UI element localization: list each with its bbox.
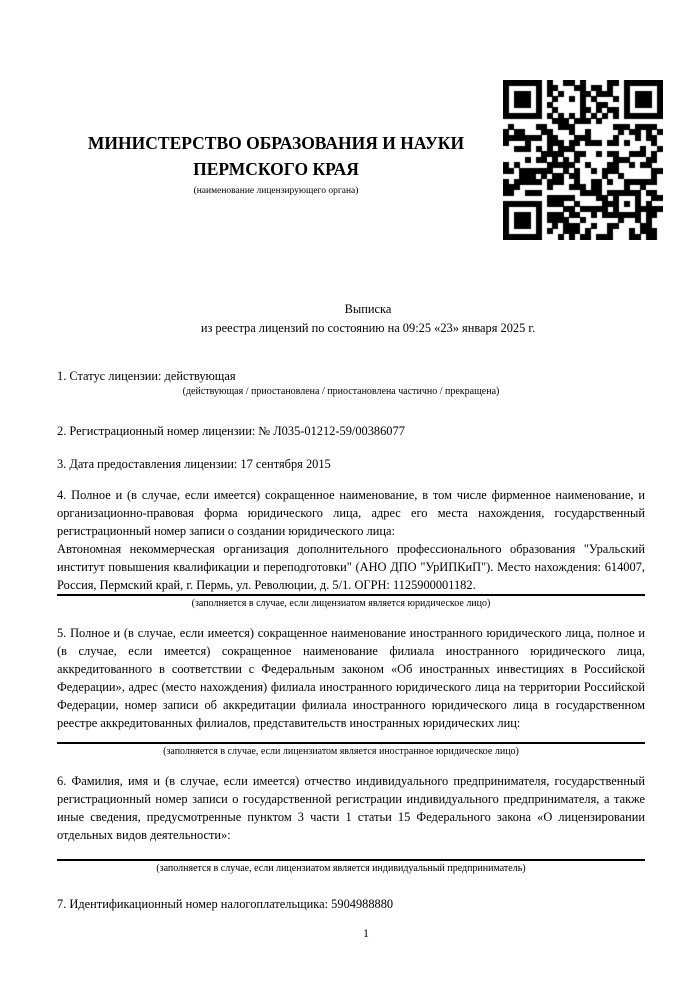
ministry-note: (наименование лицензирующего органа) (193, 186, 359, 196)
document-body (57, 298, 645, 913)
licensing-authority-header (57, 130, 495, 197)
license-status-options-note: (действующая / приостановлена / приостановлена частично / прекращена) (182, 386, 500, 397)
individual-entrepreneur-text: 6. Фамилия, имя и (в случае, если имеется) отчество индивидуального предпринимателя, государственный регистрационный номер записи о государственной регистрации индивидуального предпринимателя, а также иные сведения, предусмотренные пунктом 3 части 1 статьи 15 Федерального закона «О лицензировании отдельных видов деятельности»: (57, 774, 645, 842)
individual-entrepreneur-fill-note: (заполняется в случае, если лицензиатом является индивидуальный предприниматель) (156, 863, 526, 874)
foreign-entity-fill-note: (заполняется в случае, если лицензиатом является иностранное юридическое лицо) (163, 746, 519, 757)
section-legal-entity (57, 486, 645, 610)
section-foreign-entity (57, 624, 645, 758)
ministry-name-line1: МИНИСТЕРСТВО ОБРАЗОВАНИЯ И НАУКИ (87, 133, 465, 153)
page-number: 1 (363, 926, 369, 940)
legal-entity-fill-note: (заполняется в случае, если лицензиатом является юридическое лицо) (191, 598, 491, 609)
section-license-status: 1. Статус лицензии: действующая (57, 369, 236, 383)
section-grant-date: 3. Дата предоставления лицензии: 17 сентября 2015 (57, 457, 331, 471)
fill-line-foreign-entity (57, 742, 645, 744)
fill-line-individual-entrepreneur (57, 859, 645, 861)
section-registration-number: 2. Регистрационный номер лицензии: № Л035-01212-59/00386077 (57, 424, 405, 438)
qr-code-icon (503, 80, 663, 240)
document-title-line2: из реестра лицензий по состоянию на 09:25 «23» января 2025 г. (200, 321, 536, 335)
fill-line-legal-entity (57, 594, 645, 596)
document-title-line1: Выписка (344, 302, 392, 316)
legal-entity-intro: 4. Полное и (в случае, если имеется) сокращенное наименование, в том числе фирменное наименование, и организационно-правовая форма юридического лица, адрес его места нахождения, государственный регистрационный номер записи о создании юридического лица: (57, 488, 645, 538)
ministry-name-line2: ПЕРМСКОГО КРАЯ (193, 159, 359, 179)
section-taxpayer-number: 7. Идентификационный номер налогоплательщика: 5904988880 (57, 897, 394, 911)
document-title (74, 300, 662, 338)
foreign-entity-text: 5. Полное и (в случае, если имеется) сокращенное наименование иностранного юридического лица, полное и (в случае, если имеется) сокращенное наименование филиала иностранного юридического лица, аккредитованного в соответствии с Федеральным законом «Об иностранных инвестициях в Российской Федерации», адрес (место нахождения) филиала иностранного юридического лица на территории Российской Федерации, номер записи об аккредитации филиала иностранного юридического лица в государственном реестре аккредитованных филиалов, представительств иностранных юридических лиц: (57, 626, 645, 730)
section-individual-entrepreneur (57, 772, 645, 875)
legal-entity-value: Автономная некоммерческая организация дополнительного профессионального образования "Уральский институт повышения квалификации и переподготовки" (АНО ДПО "УрИПКиП"). Место нахождения: 614007, Россия, Пермский край, г. Пермь, ул. Революции, д. 5/1. ОГРН: 1125900001182. (57, 542, 645, 592)
